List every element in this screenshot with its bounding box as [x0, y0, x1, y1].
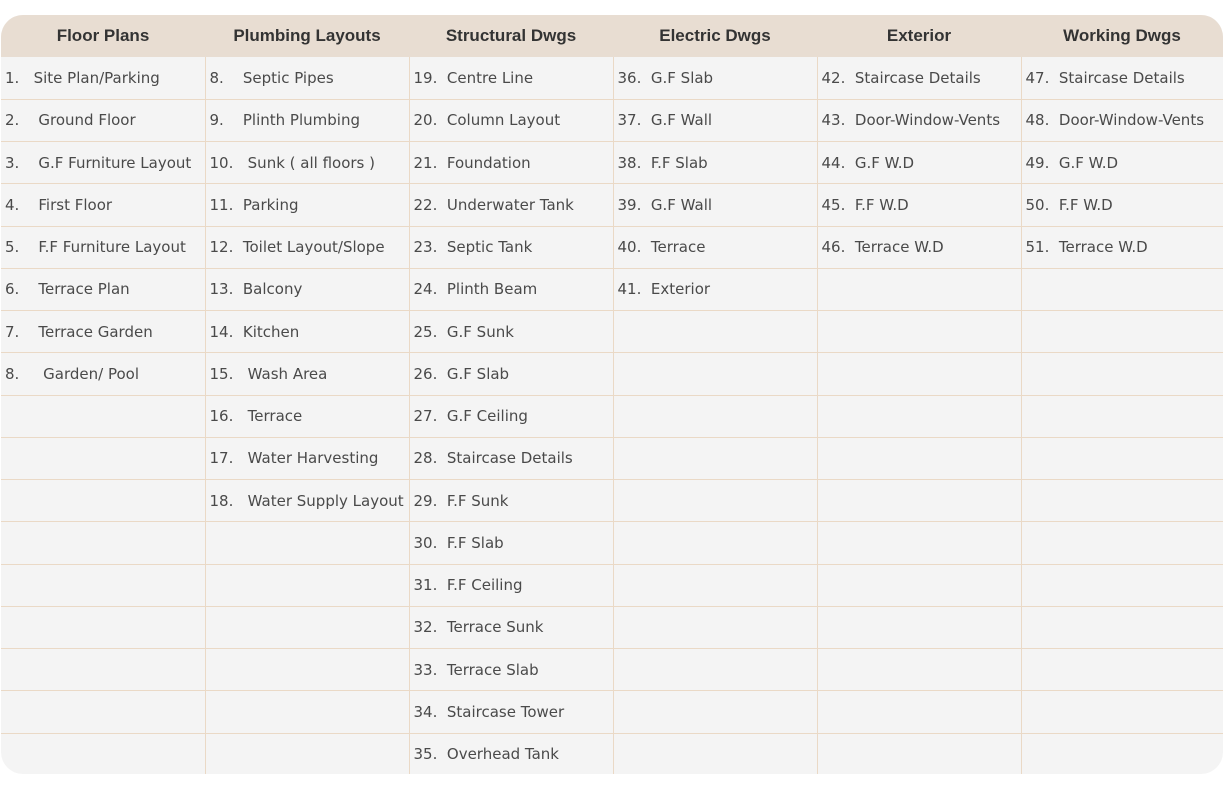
table-cell: [613, 733, 817, 774]
table-row: [1, 522, 1223, 564]
table-cell: 30. F.F Slab: [409, 522, 613, 564]
table-cell: 6. Terrace Plan: [1, 268, 205, 310]
header-working-dwgs: Working Dwgs: [1063, 26, 1181, 45]
table-cell: 21. Foundation: [409, 142, 613, 184]
table-cell: 40. Terrace: [613, 226, 817, 268]
table-cell: [1, 649, 205, 691]
table-cell: 3. G.F Furniture Layout: [1, 142, 205, 184]
table-cell: 8. Garden/ Pool: [1, 353, 205, 395]
table-cell: 22. Underwater Tank: [409, 184, 613, 226]
table-cell: [1021, 564, 1223, 606]
table-cell: [613, 311, 817, 353]
table-cell: 51. Terrace W.D: [1021, 226, 1223, 268]
table-cell: 50. F.F W.D: [1021, 184, 1223, 226]
table-cell: 38. F.F Slab: [613, 142, 817, 184]
table-cell: [1021, 649, 1223, 691]
table-cell: [613, 353, 817, 395]
table-cell: [817, 564, 1021, 606]
table-cell: 33. Terrace Slab: [409, 649, 613, 691]
table-cell: 12. Toilet Layout/Slope: [205, 226, 409, 268]
table-cell: 1. Site Plan/Parking: [1, 57, 205, 99]
table-cell: 25. G.F Sunk: [409, 311, 613, 353]
table-cell: [817, 649, 1021, 691]
table-row: [1, 142, 1223, 184]
table-cell: [1021, 268, 1223, 310]
table-cell: [1, 437, 205, 479]
table-cell: [1, 733, 205, 774]
table-cell: [613, 564, 817, 606]
table-cell: 36. G.F Slab: [613, 57, 817, 99]
header-plumbing-layouts: Plumbing Layouts: [233, 26, 381, 45]
table-cell: [1, 480, 205, 522]
table-cell: [1021, 691, 1223, 733]
table-cell: [1, 691, 205, 733]
header-structural-dwgs: Structural Dwgs: [445, 26, 577, 45]
table-cell: [1, 564, 205, 606]
table-cell: 29. F.F Sunk: [409, 480, 613, 522]
table-row: [1, 606, 1223, 648]
table-cell: [817, 395, 1021, 437]
table-cell: [1, 395, 205, 437]
table-cell: 18. Water Supply Layout: [205, 480, 409, 522]
header-floor-plans: Floor Plans: [56, 26, 150, 45]
table-cell: [1, 522, 205, 564]
table-cell: [817, 522, 1021, 564]
table-cell: [817, 733, 1021, 774]
table-cell: 10. Sunk ( all floors ): [205, 142, 409, 184]
header-electric-dwgs: Electric Dwgs: [659, 26, 771, 45]
table-cell: 23. Septic Tank: [409, 226, 613, 268]
table-row: [1, 564, 1223, 606]
drawings-table: [1, 15, 1223, 774]
table-cell: 8. Septic Pipes: [205, 57, 409, 99]
table-cell: [817, 480, 1021, 522]
table-row: [1, 99, 1223, 141]
table-cell: 15. Wash Area: [205, 353, 409, 395]
table-cell: 26. G.F Slab: [409, 353, 613, 395]
table-cell: 14. Kitchen: [205, 311, 409, 353]
table-row: [1, 733, 1223, 774]
table-cell: 43. Door-Window-Vents: [817, 99, 1021, 141]
table-cell: 48. Door-Window-Vents: [1021, 99, 1223, 141]
table-cell: [205, 733, 409, 774]
header-exterior: Exterior: [886, 26, 952, 45]
table-row: [1, 184, 1223, 226]
table-cell: [1021, 606, 1223, 648]
table-row: [1, 268, 1223, 310]
table-cell: [205, 691, 409, 733]
table-row: [1, 691, 1223, 733]
table-cell: 27. G.F Ceiling: [409, 395, 613, 437]
table-cell: 9. Plinth Plumbing: [205, 99, 409, 141]
table-cell: 24. Plinth Beam: [409, 268, 613, 310]
table-row: [1, 311, 1223, 353]
table-cell: 5. F.F Furniture Layout: [1, 226, 205, 268]
table-cell: [613, 522, 817, 564]
table-cell: 7. Terrace Garden: [1, 311, 205, 353]
table-cell: 47. Staircase Details: [1021, 57, 1223, 99]
table-cell: 16. Terrace: [205, 395, 409, 437]
table-cell: 17. Water Harvesting: [205, 437, 409, 479]
table-cell: 31. F.F Ceiling: [409, 564, 613, 606]
drawings-table-container: [1, 15, 1223, 774]
table-cell: 4. First Floor: [1, 184, 205, 226]
table-row: [1, 437, 1223, 479]
table-cell: 39. G.F Wall: [613, 184, 817, 226]
table-cell: 2. Ground Floor: [1, 99, 205, 141]
table-cell: [817, 606, 1021, 648]
table-cell: [1, 606, 205, 648]
table-cell: [817, 311, 1021, 353]
table-cell: [1021, 480, 1223, 522]
table-cell: [613, 395, 817, 437]
table-cell: 28. Staircase Details: [409, 437, 613, 479]
table-cell: [1021, 522, 1223, 564]
table-cell: [613, 437, 817, 479]
table-cell: [1021, 353, 1223, 395]
table-cell: 13. Balcony: [205, 268, 409, 310]
table-cell: 32. Terrace Sunk: [409, 606, 613, 648]
table-row: [1, 649, 1223, 691]
table-cell: [1021, 311, 1223, 353]
table-cell: 11. Parking: [205, 184, 409, 226]
table-cell: [205, 649, 409, 691]
table-cell: [205, 564, 409, 606]
table-cell: 49. G.F W.D: [1021, 142, 1223, 184]
table-cell: [613, 649, 817, 691]
table-cell: [817, 691, 1021, 733]
table-cell: [817, 353, 1021, 395]
table-row: [1, 57, 1223, 99]
table-cell: [205, 606, 409, 648]
table-cell: [817, 268, 1021, 310]
table-cell: [817, 437, 1021, 479]
table-cell: [613, 480, 817, 522]
table-cell: 37. G.F Wall: [613, 99, 817, 141]
table-row: [1, 480, 1223, 522]
table-cell: 19. Centre Line: [409, 57, 613, 99]
table-cell: 44. G.F W.D: [817, 142, 1021, 184]
table-cell: [1021, 733, 1223, 774]
table-cell: [613, 691, 817, 733]
table-cell: [1021, 395, 1223, 437]
table-cell: 41. Exterior: [613, 268, 817, 310]
table-cell: 45. F.F W.D: [817, 184, 1021, 226]
table-cell: [613, 606, 817, 648]
table-cell: 46. Terrace W.D: [817, 226, 1021, 268]
table-cell: 34. Staircase Tower: [409, 691, 613, 733]
table-cell: 20. Column Layout: [409, 99, 613, 141]
table-header-row: [1, 15, 1223, 57]
table-row: [1, 226, 1223, 268]
table-row: [1, 395, 1223, 437]
table-cell: 42. Staircase Details: [817, 57, 1021, 99]
table-cell: 35. Overhead Tank: [409, 733, 613, 774]
table-row: [1, 353, 1223, 395]
table-cell: [1021, 437, 1223, 479]
table-cell: [205, 522, 409, 564]
